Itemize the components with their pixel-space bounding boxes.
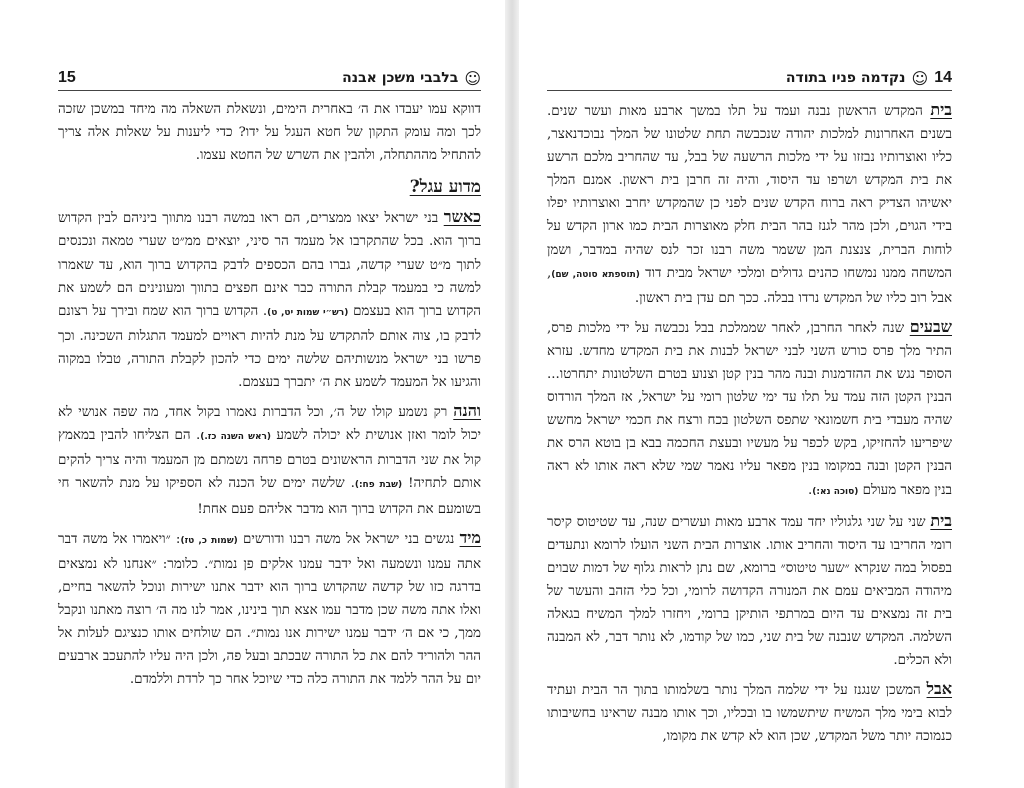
book-gutter [505,0,519,788]
paragraph [547,315,952,504]
paragraph-lead-word: שבעים [909,316,952,336]
paragraph-text: : ״ויאמרו אל משה דבר אתה עמנו ונשמעה ואל ידבר עמנו אלקים פן נמות״. כלומר: ״אנחנו לא נמצאים בדרגה כזו של קדשה שהקדוש ברוך הוא ידבר אתנו ישירות ונוכל להשאר בחיים, ואלו אתה משה שכן מדבר עמו אצא תוך בינינו, אמר לנו מה ה׳ רוצה מאתנו ונקבל ממך, כי אם ה׳ ידבר עמנו ישירות אנו נמות״. הם שולחים אותו כנציגם לעלות אל ההר ולהוריד להם את כל התורה שבכתב ובעל פה, ולכן היה עליו להתעכב ארבעים יום על ההר ללמד את התורה כלה כדי שיוכל אחר כך לרדת וללמדם. [58,531,482,688]
paragraph-lead-word: מיד [459,527,481,547]
paragraph-text: דווקא עמו יעבדו את ה׳ באחרית הימים, ונשאלת השאלה מה מיחד במשכן שזכה לכך ומה עומק התקון של חטא העגל על ידו? כדי ליענות על שאלות אלה צריך להתחיל מההתחלה, ולהבין את השרש של החטא עצמו. [58,102,481,164]
paragraph-text: המקדש הראשון נבנה ועמד על תלו במשך ארבע מאות ועשר שנים. בשנים האחרונות למלכות יהודה שנכבשה תחת שלטונו של המלך נבוכדנאצר, כליו ואוצרותיו נבזזו על ידי מלכות הרשעה של בבל, עד שהחריב מלכם הרשע את בית המקדש ושרפו עד היסוד, והיה זה חרבן בית ראשון. אמנם המלך יאשיהו הצדיק ראה ברוח הקדש שנים לפני כן שהמקדש יחרב ואוצרותיו יפלו בידי הגוים, ולכן מהר לגנז בהר הבית חלק מאוצרות הבית כמו ארון הקדש על לוחות הברית, צנצנת המן ששמר משה רבנו זכר לנס שהיה במדבר, ושמן המשחה ממנו נמשחו כהנים גדולים ומלכי ישראל מבית דוד [547,104,952,281]
paragraph-text: שנה לאחר החרבן, לאחר שממלכת בבל נכבשה על ידי מלכות פרס, התיר מלך פרס כורש השני לבני ישראל לבנות את בית המקדש מחדש. עזרא הסופר נגש את ההזדמנות ובנה מהר בנין קטן וצנוע בטרם השלטונות יתחרטו... הבנין הקטן הזה עמד על תלו עד ימי שלטון רומי על ישראל, אז המלך הורדוס שהיה מעבדי בית חשמונאי שתפס השלטון בכח ורצח את חכמי ישראל מחשש שיפריעו להחזיקו, בקש לכפר על מעשיו ובעצת החכמה בבא בן בוטא הרס את הבנין הקטן ובנה במקומו בנין מפאר עליו נאמר שמי שלא ראה אותו לא ראה בנין מפאר מעולם [547,320,952,498]
paragraph-text: שני על שני גלגוליו יחד עמד ארבע מאות ועשרים שנה, עד שטיטוס קיסר רומי החריבו עד היסוד והחריב אותו. אוצרות הבית השני הועלו לרומא ונתעדים בפסול במה שנקרא ״שער טיטוס״ ברומא, שם נתן לראות גלוף של דמות שבוים מיהודה המביאים עמם את המנורה הקדושה לרומי, וכל כלי הזהב והעשר של בית זה נמצאים עד היום במרתפי הותיקן ברומי, ויחזרו למלך המשיח בגאלה השלמה. המקדש שנבנה של בית שני, כמו של קודמו, לא נותר דבר, לא המבנה ולא הכלים. [547,514,952,669]
paragraph-text: רק נשמע קולו של ה׳, וכל הדברות נאמרו בקול אחד, מה שפה אנושי לא יכול לומר ואזן אנושית לא יכולה לשמע [58,405,481,444]
right-page [519,0,1024,788]
paragraph [547,509,952,673]
page-number: 15 [58,69,76,86]
paragraph-lead-word: והנה [453,401,481,421]
paragraph-text: . הקדוש ברוך הוא שמח ובירך על רצונם לדבק בו, צוה אותם להתקדש על מנת להיות ראויים למעמד התגלות השכינה. וכך פרשו בני ישראל מנשותיהם שלשה ימים כדי להכון לקבלת התורה, טבלו במקוה והגיעו אל המעמד לשמע את ה׳ יתברך בעצמם. [58,303,481,391]
page-body [547,98,952,754]
paragraph-lead-word: בית [930,510,952,530]
section-heading: מדוע עגל? [409,177,481,198]
source-citation: (שבת פח:) [354,480,403,491]
paragraph-text: נגשים בני ישראל אל משה רבנו ודורשים [243,531,455,547]
page-header [58,66,481,91]
paragraph-text: . הם הצליחו להבין במאמץ קול את שני הדברות הראשונים בטרם פרחה נשמתם מן המעמד והיה צריך להקים אותם לתחיה! [58,428,481,492]
header-title-group [342,69,481,88]
left-page [0,0,505,788]
header-number-group [786,69,952,88]
paragraph [58,205,481,394]
source-citation: (שמות כ, טז) [180,535,238,546]
source-citation: (ראש השנה כז.) [200,432,272,443]
paragraph-text: . [808,482,813,498]
source-citation: (תוספתא סוטה, שם) [551,269,640,280]
paragraph-lead-word: אבל [926,679,953,699]
paragraph [58,399,481,520]
page-body [58,98,481,696]
paragraph-lead-word: בית [930,100,952,119]
paragraph [547,98,952,310]
header-title: בלבבי משכן אבנה [342,70,459,86]
source-citation: (סוכה נא:) [812,486,859,497]
page-number: 14 [934,69,952,86]
paragraph-text: המשכן שנגנז על ידי שלמה המלך נותר בשלמותו בתוך הר הבית ועתיד לבוא בימי מלך המשיח שיתשמשו בו ובכליו, וכך אותו מבנה שראינו בחשיבותו כנמוכה יותר משל המקדש, שכן הוא לא קדש את מקומו, [547,683,952,745]
smiley-icon: ☺ [464,68,481,88]
header-title: נקדמה פניו בתודה [785,70,906,86]
paragraph [547,677,952,748]
smiley-icon: ☺ [911,68,929,88]
paragraph-text: , אבל רוב כליו של המקדש נרדו בבלה. ככך תם עדן בית ראשון. [547,265,952,306]
paragraph [58,98,481,167]
page-header [547,66,952,91]
paragraph [58,526,481,692]
paragraph-text: . שלשה ימים של הכנה לא הספיקו על מנת להשאר חי בשומעם את הקדוש ברוך הוא מדבר אליהם פעם אחת! [58,476,481,517]
paragraph-lead-word: כאשר [443,207,481,227]
source-citation: (רש״י שמות יט, ט) [267,307,349,318]
paragraph-text: בני ישראל יצאו ממצרים, הם ראו במשה רבנו מתווך ביניהם לבין הקדוש ברוך הוא. בכל שהתקרבו אל מעמד הר סיני, יוצאים ממ״ט שערי טמאה ונכנסים לתוך מ״ט שערי קדשה, גברו בהם הכספים לדבק בהקדוש ברוך הוא, עד שאמרו למשה כי במעמד קבלת התורה כבר אינם חפצים בתווך ומעונינים הם לשמע את הקדוש ברוך הוא בעצמם [58,211,481,319]
